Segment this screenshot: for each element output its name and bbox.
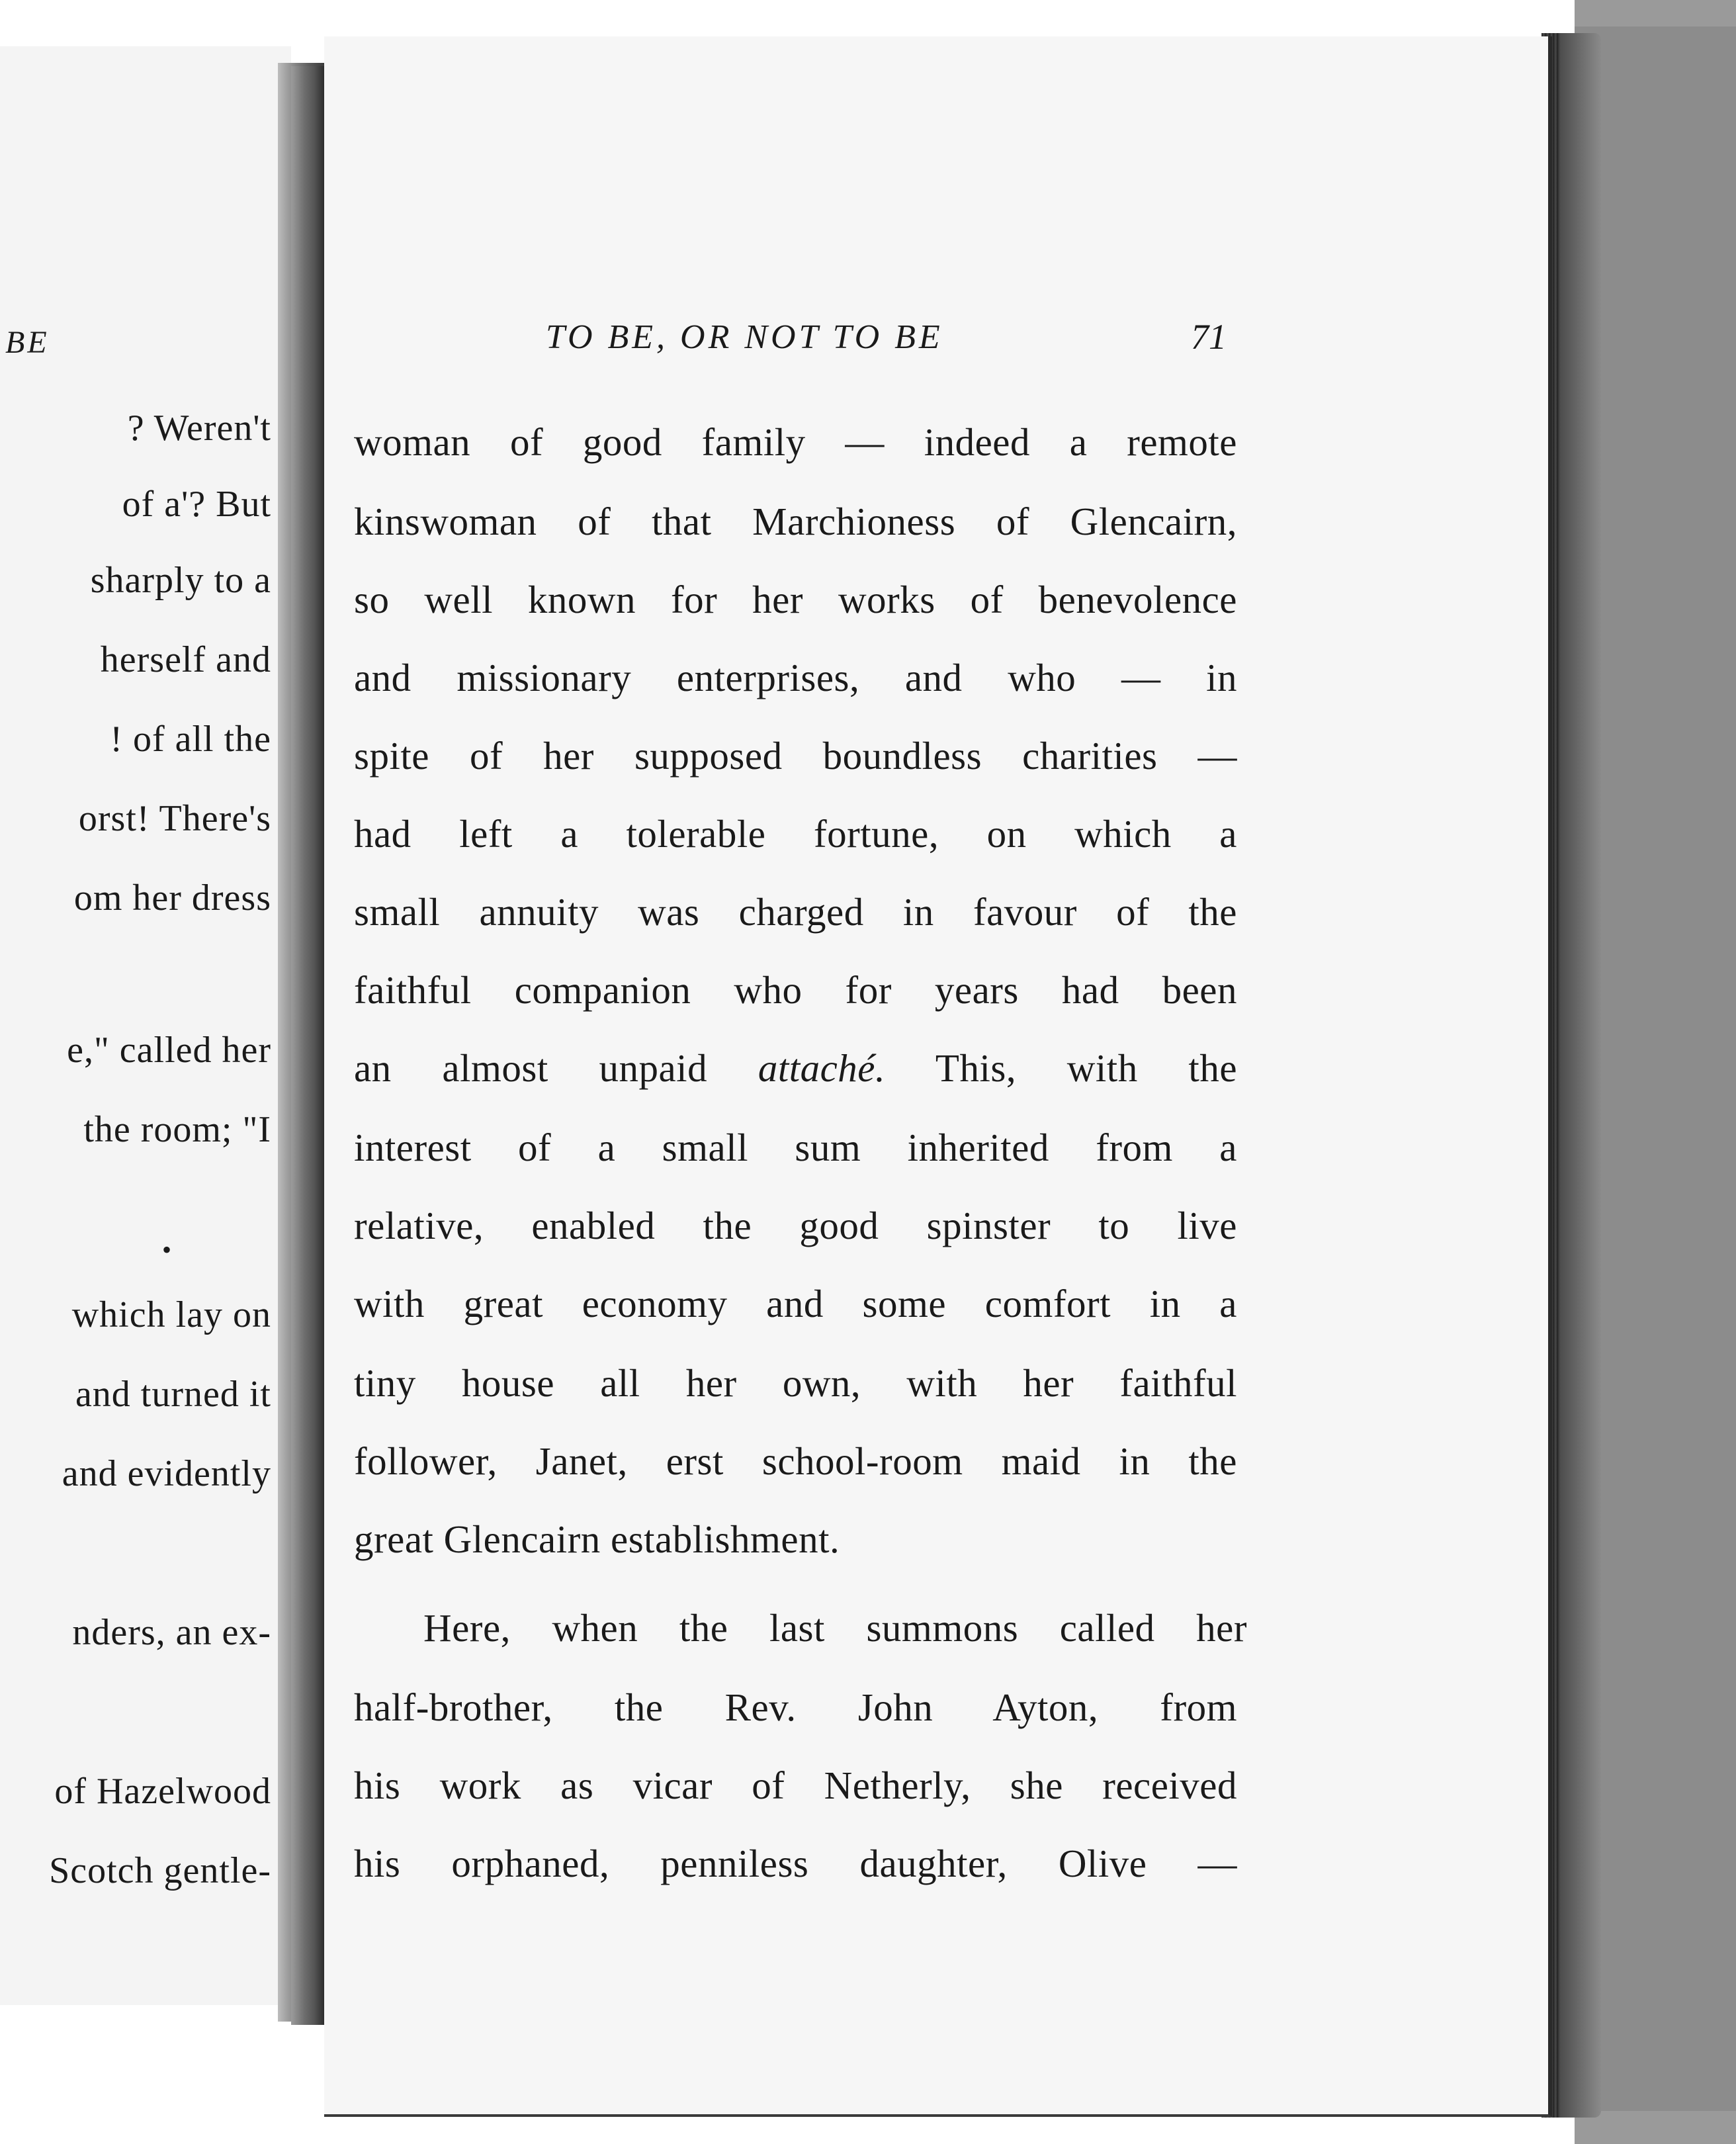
text-line: so well known for her works of benevolence — [354, 578, 1237, 621]
left-line: sharply to a — [90, 560, 271, 601]
text-line: tiny house all her own, with her faithful — [354, 1361, 1237, 1405]
running-head: TO BE, OR NOT TO BE — [546, 318, 943, 356]
left-line: ? Weren't — [127, 408, 271, 449]
text-line: kinswoman of that Marchioness of Glencairn, — [354, 500, 1237, 543]
text-line: spite of her supposed boundless charities — — [354, 734, 1237, 778]
text-line: had left a tolerable fortune, on which a — [354, 812, 1237, 856]
text-line: interest of a small sum inherited from a — [354, 1126, 1237, 1169]
text-line — [354, 1042, 1237, 1094]
left-page — [0, 46, 291, 2005]
left-line: the room; "I — [83, 1109, 271, 1150]
left-line: e," called her — [67, 1030, 271, 1071]
left-line: of a'? But — [122, 484, 271, 525]
text-line: and missionary enterprises, and who — in — [354, 656, 1237, 699]
left-line: and evidently — [62, 1453, 271, 1494]
left-line: orst! There's — [78, 798, 271, 839]
left-line: • — [161, 1235, 172, 1265]
text-line: small annuity was charged in favour of the — [354, 890, 1237, 934]
text-run: an almost unpaid — [354, 1046, 708, 1090]
text-line: Here, when the last summons called her — [423, 1606, 1247, 1650]
text-line: relative, enabled the good spinster to live — [354, 1204, 1237, 1247]
left-line: which lay on — [71, 1294, 271, 1335]
text-line: his work as vicar of Netherly, she received — [354, 1764, 1237, 1807]
text-line: follower, Janet, erst school-room maid in the — [354, 1439, 1237, 1483]
left-running-head: BE — [5, 325, 50, 360]
text-line: faithful companion who for years had been — [354, 968, 1237, 1012]
left-line: and turned it — [75, 1374, 271, 1415]
left-line: of Hazelwood — [54, 1771, 271, 1812]
text-line: with great economy and some comfort in a — [354, 1282, 1237, 1325]
italic-word: attaché. — [758, 1046, 886, 1090]
text-run: This, with the — [935, 1046, 1238, 1090]
left-line: herself and — [100, 639, 271, 680]
book-spine-gutter — [291, 66, 324, 2025]
left-line: om her dress — [73, 877, 271, 918]
text-line: his orphaned, penniless daughter, Olive — — [354, 1842, 1237, 1885]
text-line: woman of good family — indeed a remote — [354, 420, 1237, 464]
left-line: Scotch gentle- — [49, 1850, 271, 1891]
left-line: ! of all the — [110, 719, 271, 760]
text-line: great Glencairn establishment. — [354, 1517, 840, 1561]
text-line: half-brother, the Rev. John Ayton, from — [354, 1685, 1237, 1729]
left-line: nders, an ex- — [72, 1612, 271, 1653]
page-number: 71 — [1191, 317, 1227, 357]
